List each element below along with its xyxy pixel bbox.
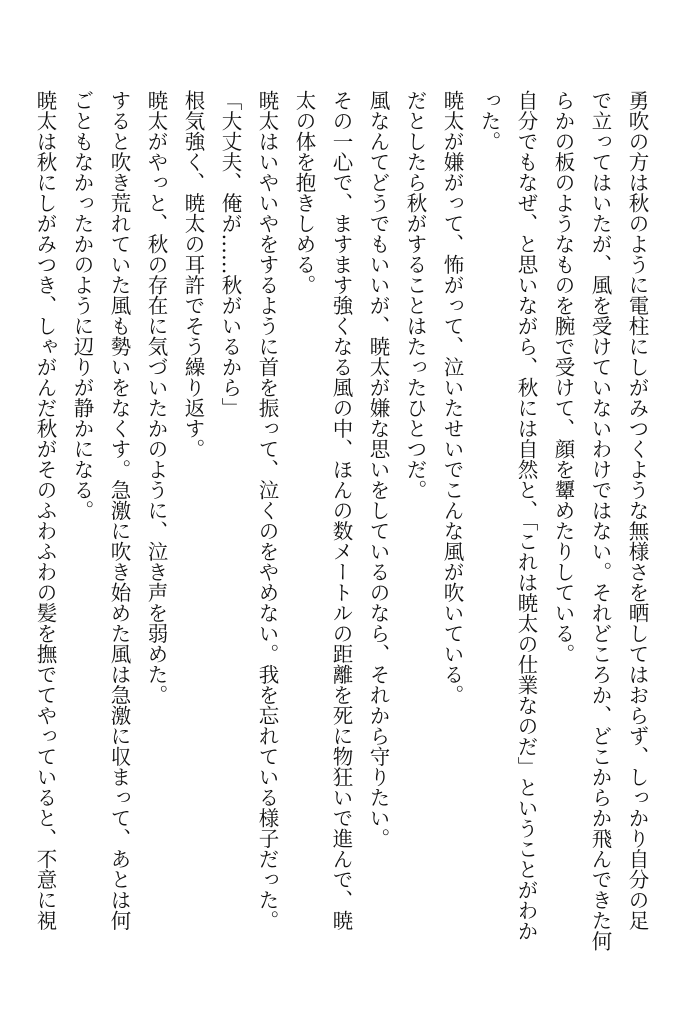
text-line: 暁太がやっと、秋の存在に気づいたかのように、泣き声を弱めた。	[144, 90, 168, 705]
text-line: すると吹き荒れていた風も勢いをなくす。急激に吹き始めた風は急激に収まって、あとは何	[107, 90, 131, 931]
text-line: その一心で、ますます強くなる風の中、ほんの数メートルの距離を死に物狂いで進んで、暁	[329, 90, 353, 931]
text-line: だとしたら秋がすることはたったひとつだ。	[403, 90, 427, 500]
text-line: 暁太が嫌がって、怖がって、泣いたせいでこんな風が吹いている。	[440, 90, 464, 705]
text-line: 風なんてどうでもいいが、暁太が嫌な思いをしているのなら、それから守りたい。	[366, 90, 390, 849]
text-line: った。	[477, 90, 501, 152]
text-line: 暁太はいやいやをするように首を振って、泣くのをやめない。我を忘れている様子だった。	[255, 90, 279, 931]
text-line: 「大丈夫、俺が……秋がいるから」	[218, 90, 242, 418]
text-line: で立ってはいたが、風を受けていないわけではない。それどころか、どこからか飛んできた何	[588, 90, 612, 951]
text-line: 暁太は秋にしがみつき、しゃがんだ秋がそのふわふわの髪を撫でてやっていると、不意に視	[33, 90, 57, 931]
text-line: 勇吹の方は秋のように電柱にしがみつくような無様さを晒してはおらず、しっかり自分の足	[625, 90, 649, 931]
text-line: ごともなかったかのように辺りが静かになる。	[70, 90, 94, 521]
text-line: 根気強く、暁太の耳許でそう繰り返す。	[181, 90, 205, 459]
text-line: 自分でもなぜ、と思いながら、秋には自然と、「これは暁太の仕業なのだ」ということがわか	[514, 90, 538, 941]
text-line: らかの板のようなものを腕で受けて、顔を顰めたりしている。	[551, 90, 575, 664]
text-line: 太の体を抱きしめる。	[292, 90, 316, 295]
